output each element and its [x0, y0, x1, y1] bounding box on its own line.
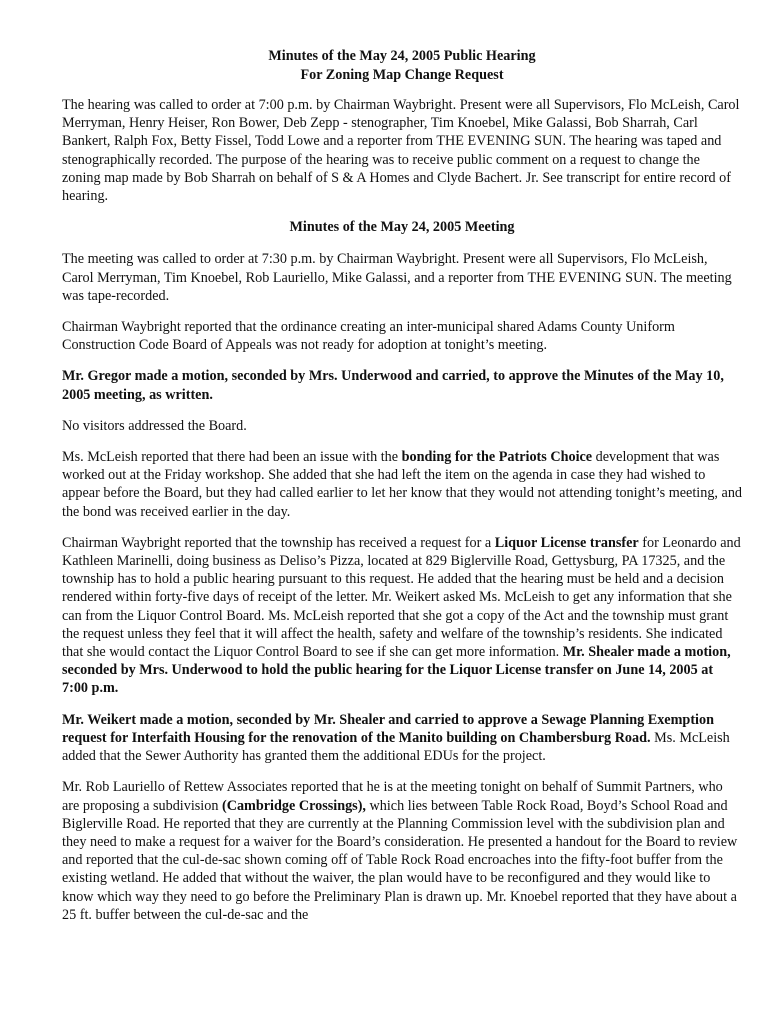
hearing-paragraph: The hearing was called to order at 7:00 p.m. by Chairman Waybright. Present were all Supervisors, Flo McLeish, Carol Merryman, Henry Heiser, Ron Bower, Deb Zepp - stenographer, Tim Knoebel, Mike Galassi, Bob Sharrah, Carl Bankert, Ralph Fox, Betty Fissel, Todd Lowe and a reporter from THE EVENING SUN. The hearing was taped and stenographically recorded. The purpose of the hearing was to receive public comment on a request to change the zoning map made by Bob Sharrah on behalf of S & A Homes and Clyde Bachert. Jr. See transcript for entire record of hearing.	[62, 97, 740, 205]
minutes-motion-text: Mr. Gregor made a motion, seconded by Mrs. Underwood and carried, to approve the Minutes of the May 10, 2005 meeting, as written.	[62, 368, 724, 403]
liquor-bold: Liquor License transfer	[494, 534, 639, 551]
bonding-post: development that was worked out at the Friday workshop. She added that she had left the item on the agenda in case they had wished to appear before the Board, but they had called earlier to let her know that they would not attending tonight’s meeting, and the bond was received earlier in the day.	[62, 449, 743, 520]
sewage-paragraph	[62, 711, 742, 766]
bonding-paragraph	[62, 448, 742, 521]
ordinance-paragraph: Chairman Waybright reported that the ordinance creating an inter-municipal shared Adams County Uniform Construction Code Board of Appeals was not ready for adoption at tonight’s meeting.	[62, 319, 675, 354]
liquor-motion: Mr. Shealer made a motion, seconded by Mrs. Underwood to hold the public hearing for the Liquor License transfer on June 14, 2005 at 7:00 p.m.	[62, 644, 731, 697]
sewage-motion: Mr. Weikert made a motion, seconded by Mr. Shealer and carried to approve a Sewage Planning Exemption request for Interfaith Housing for the renovation of the Manito building on Chambersburg Road.	[62, 711, 714, 746]
meeting-paragraph: The meeting was called to order at 7:30 p.m. by Chairman Waybright. Present were all Supervisors, Flo McLeish, Carol Merryman, Tim Knoebel, Rob Lauriello, Mike Galassi, and a reporter from THE EVENING SUN. The meeting was tape-recorded.	[62, 251, 732, 304]
subdivision-paragraph	[62, 778, 742, 924]
sewage-post: Ms. McLeish added that the Sewer Authority has granted them the additional EDUs for the project.	[62, 729, 730, 765]
liquor-mid: for Leonardo and Kathleen Marinelli, doing business as Deliso’s Pizza, located at 829 Biglerville Road, Gettysburg, PA 17325, and the township has to hold a public hearing pursuant to this request. He added that the hearing must be held and a decision rendered within forty-five days of receipt of the letter. Mr. Weikert asked Ms. McLeish to get any information that she can from the Liquor Control Board. Ms. McLeish reported that she got a copy of the Act and the township must grant the request unless they feel that it will affect the health, safety and welfare of the township’s residents. She indicated that she would contact the Liquor Control Board to see if she can get more information.	[62, 534, 741, 661]
liquor-paragraph	[62, 534, 742, 698]
title-line-1: Minutes of the May 24, 2005 Public Hearing	[268, 48, 536, 64]
document-title	[62, 47, 742, 85]
minutes-motion	[62, 367, 742, 403]
subdivision-bold: (Cambridge Crossings),	[221, 797, 366, 814]
visitors-paragraph: No visitors addressed the Board.	[62, 417, 247, 434]
subdivision-pre: Mr. Rob Lauriello of Rettew Associates reported that he is at the meeting tonight on behalf of Summit Partners, who are proposing a subdivision	[62, 779, 723, 814]
liquor-pre: Chairman Waybright reported that the township has received a request for a	[62, 534, 495, 551]
meeting-heading: Minutes of the May 24, 2005 Meeting	[289, 219, 515, 236]
bonding-pre: Ms. McLeish reported that there had been an issue with the	[62, 449, 402, 466]
title-line-2: For Zoning Map Change Request	[300, 67, 504, 83]
subdivision-post: which lies between Table Rock Road, Boyd’s School Road and Biglerville Road. He reported that they are currently at the Planning Commission level with the subdivision plan and they need to make a request for a waiver for the Board’s consideration. He presented a handout for the Board to review and reported that the cul-de-sac shown coming off of Table Rock Road encroaches into the fifty-foot buffer from the existing wetland. He added that without the waiver, the plan would have to be reconfigured and they would like to know which way they need to go before the Preliminary Plan is drawn up. Mr. Knoebel reported that they have about a 25 ft. buffer between the cul-de-sac and the	[62, 797, 738, 923]
bonding-bold: bonding for the Patriots Choice	[401, 449, 593, 466]
document-page	[62, 47, 742, 937]
